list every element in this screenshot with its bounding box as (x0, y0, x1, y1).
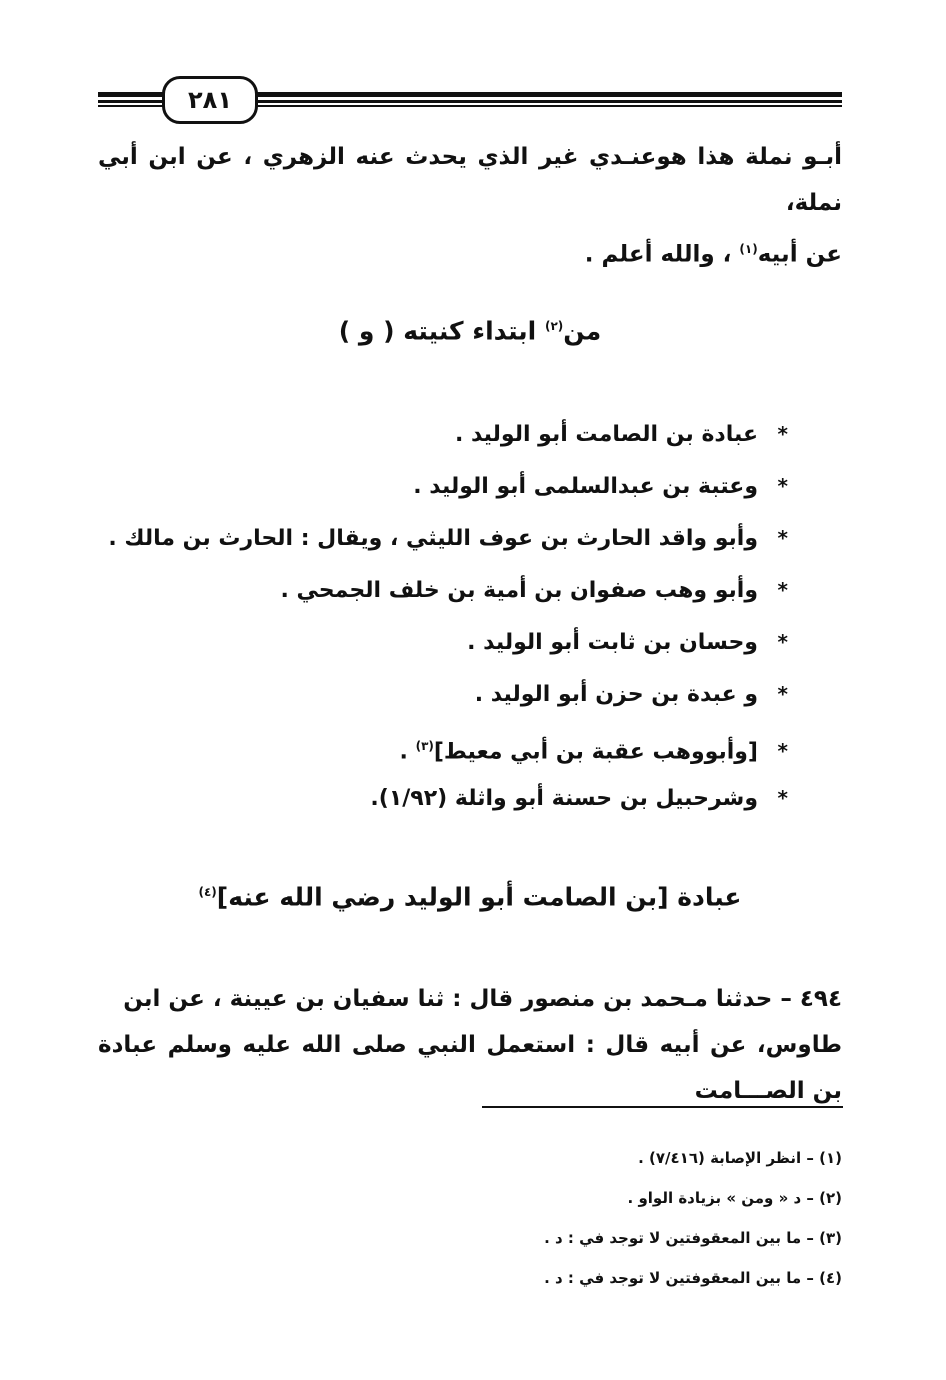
footnote: (١) – انظر الإصابة (٧/٤١٦) . (638, 1149, 842, 1167)
heading-text: عبادة [بن الصامت أبو الوليد رضي الله عنه] (216, 882, 742, 912)
entry-heading (98, 872, 842, 917)
hadith-paragraph (98, 976, 842, 1114)
footnote-ref: (٣) (415, 739, 434, 753)
footnote: (٣) – ما بين المعقوفتين لا توجد في : د . (544, 1229, 842, 1247)
list-item-tail: . (399, 739, 416, 765)
list-item (108, 564, 788, 616)
list-item-text: [وأبووهب عقبة بن أبي معيط] (433, 739, 758, 765)
bullet-star: * (777, 474, 788, 498)
list-item-text: و عبدة بن حزن أبو الوليد . (474, 682, 758, 707)
footnotes (544, 1138, 842, 1298)
list-item-text: وعتبة بن عبدالسلمى أبو الوليد . (413, 474, 758, 499)
hadith-line: ٤٩٤ – حدثنا مـحمد بن منصور قال : ثنا سفيان بن عيينة ، عن ابن (123, 986, 842, 1012)
bullet-star: * (777, 786, 788, 810)
bullet-star: * (777, 739, 788, 764)
intro-paragraph (98, 134, 842, 278)
list-item (108, 616, 788, 668)
footnote: (٢) – د « ومن » بزيادة الواو . (627, 1189, 842, 1207)
header-rule (248, 92, 842, 97)
list-item (108, 772, 788, 824)
list-item-text: عبادة بن الصامت أبو الوليد . (454, 422, 758, 447)
bullet-star: * (777, 682, 788, 706)
header-rule (248, 100, 842, 103)
section-heading (98, 306, 842, 351)
page-header (98, 86, 842, 114)
footnote: (٤) – ما بين المعقوفتين لا توجد في : د . (544, 1269, 842, 1287)
header-rule (98, 92, 168, 97)
footnote-ref: (١) (739, 242, 758, 256)
hadith-line: طاوس، عن أبيه قال : استعمل النبي صلى الله عليه وسلم عبادة بن الصـــامت (98, 1032, 842, 1104)
kunya-list (108, 408, 788, 824)
intro-text: ، والله أعلم . (584, 241, 740, 268)
footnote-separator (482, 1106, 843, 1108)
intro-line (98, 226, 842, 278)
intro-text: عن أبيه (757, 241, 842, 268)
list-item-text: وشرحبيل بن حسنة أبو واثلة (١/٩٢). (370, 786, 758, 811)
heading-text: من (563, 316, 602, 346)
list-item (108, 408, 788, 460)
header-rule (98, 100, 168, 103)
list-item (108, 460, 788, 512)
page-number: ٢٨١ (162, 76, 258, 124)
heading-text: ابتداء كنيته ( و ) (338, 316, 545, 346)
list-item (108, 668, 788, 720)
footnote-ref: (٢) (544, 319, 564, 333)
bullet-star: * (777, 630, 788, 654)
list-item-text: وأبو وهب صفوان بن أمية بن خلف الجمحي . (280, 578, 758, 603)
intro-line: أبـو نملة هذا هوعنـدي غير الذي يحدث عنه الزهري ، عن ابن أبي نملة، (98, 144, 842, 216)
list-item-text: وأبو واقد الحارث بن عوف الليثي ، ويقال : الحارث بن مالك . (108, 526, 758, 551)
list-item-text: وحسان بن ثابت أبو الوليد . (467, 630, 758, 655)
header-rule (248, 105, 842, 107)
bullet-star: * (777, 422, 788, 446)
list-item (108, 720, 788, 772)
header-rule (98, 105, 168, 107)
bullet-star: * (777, 578, 788, 602)
list-item (108, 512, 788, 564)
footnote-ref: (٤) (198, 885, 217, 899)
bullet-star: * (777, 526, 788, 550)
